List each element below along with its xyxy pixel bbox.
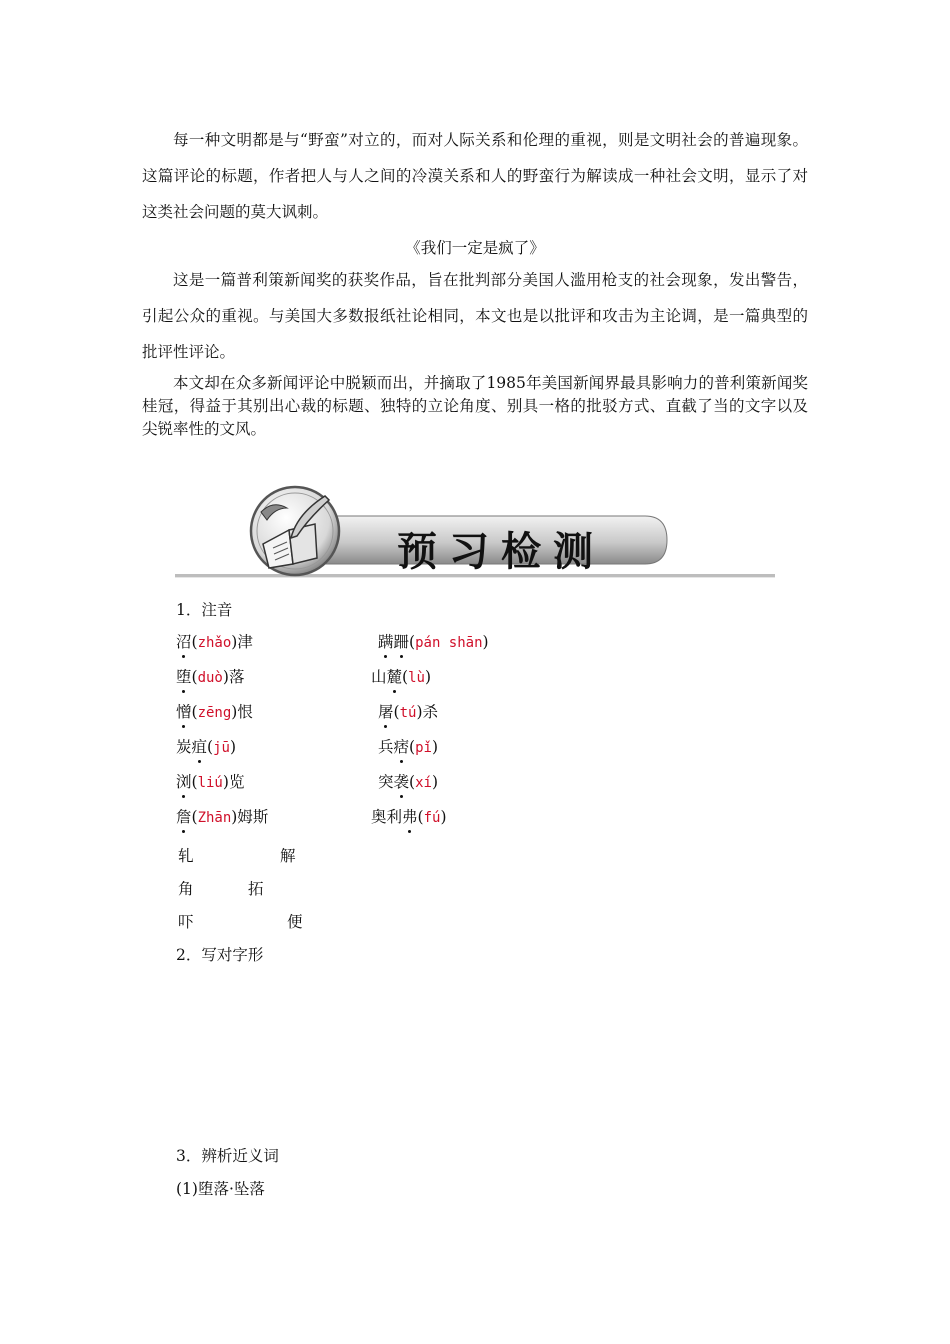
intro-paragraph-2: 这是一篇普利策新闻奖的获奖作品，旨在批判部分美国人滥用枪支的社会现象，发出警告，引起公众的重视。与美国大多数报纸社论相同，本文也是以批评和攻击为主论调，是一篇典型的批评性评论。 [142, 271, 808, 361]
pinyin-item: 蹒跚(pán shān) [378, 633, 489, 651]
section-1-heading: 1．注音 [176, 601, 233, 619]
polyphone-char: 角 [178, 880, 194, 898]
article-title: 《我们一定是疯了》 [405, 239, 545, 257]
pinyin-item: 沼(zhǎo)津 [176, 633, 253, 651]
pinyin-item: 堕(duò)落 [176, 668, 245, 686]
polyphone-char: 解 [280, 847, 296, 865]
pinyin-item: 山麓(lù) [371, 668, 432, 686]
pinyin-item: 憎(zēng)恨 [176, 703, 253, 721]
polyphone-char: 拓 [248, 880, 264, 898]
intro-paragraph-3: 本文却在众多新闻评论中脱颖而出，并摘取了1985年美国新闻界最具影响力的普利策新闻奖桂冠，得益于其别出心裁的标题、独特的立论角度、别具一格的批驳方式、直截了当的文字以及尖锐率性的文风。 [142, 374, 808, 438]
banner-title: 预习检测 [397, 529, 605, 575]
pinyin-item: 炭疽(jū) [176, 738, 237, 756]
pinyin-item: 奥利弗(fú) [371, 808, 447, 826]
intro-paragraph-1: 每一种文明都是与“野蛮”对立的，而对人际关系和伦理的重视，则是文明社会的普遍现象。这篇评论的标题，作者把人与人之间的冷漠关系和人的野蛮行为解读成一种社会文明，显示了对这类社会问题的莫大讽刺。 [142, 131, 808, 221]
pinyin-item: 兵痞(pǐ) [378, 738, 439, 756]
section-2-heading: 2．写对字形 [176, 946, 264, 964]
section-3-subheading: (1)堕落·坠落 [176, 1180, 265, 1198]
pinyin-item: 浏(liú)览 [176, 773, 245, 791]
polyphone-char: 吓 [178, 913, 194, 931]
section-banner [175, 478, 775, 582]
pinyin-item: 突袭(xí) [378, 773, 439, 791]
polyphone-char: 轧 [178, 847, 194, 865]
pinyin-item: 屠(tú)杀 [378, 703, 439, 721]
polyphone-char: 便 [287, 913, 303, 931]
section-3-heading: 3．辨析近义词 [176, 1147, 279, 1165]
pinyin-item: 詹(Zhān)姆斯 [176, 808, 269, 826]
